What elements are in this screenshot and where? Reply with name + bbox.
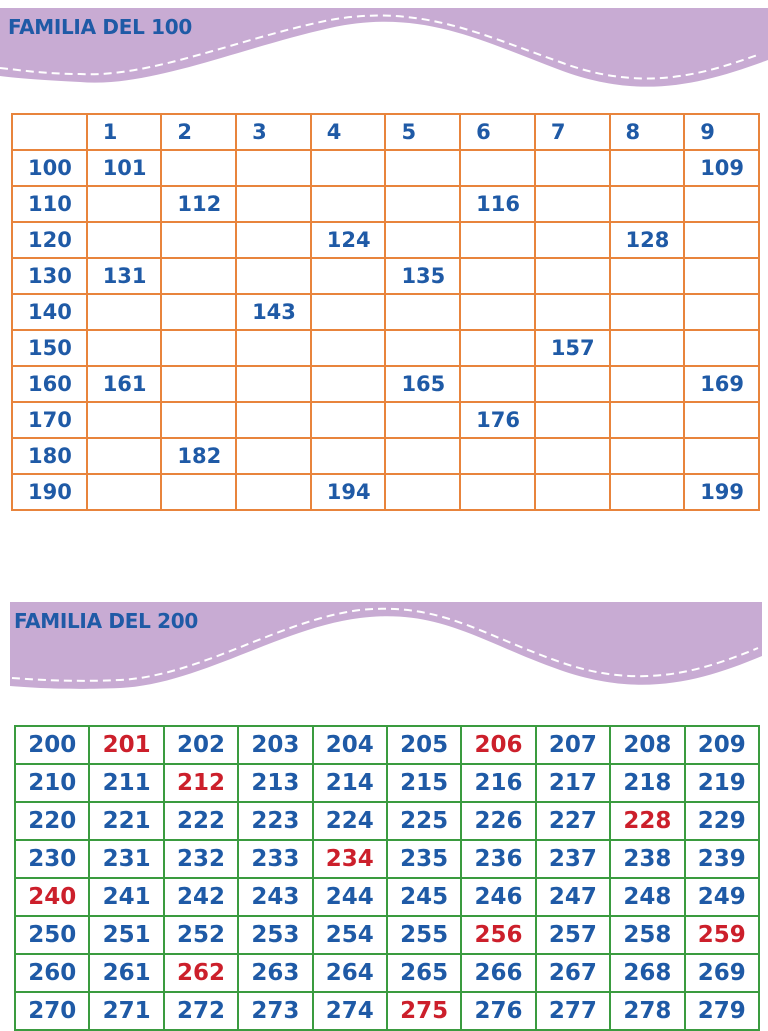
number-cell (385, 294, 460, 330)
number-cell (311, 258, 386, 294)
number-cell: 277 (536, 992, 610, 1030)
number-cell (535, 402, 610, 438)
number-cell (385, 222, 460, 258)
number-cell: 261 (89, 954, 163, 992)
number-cell: 124 (311, 222, 386, 258)
number-cell: 269 (685, 954, 759, 992)
number-cell: 255 (387, 916, 461, 954)
table-row (12, 258, 759, 294)
number-cell (535, 258, 610, 294)
number-cell (87, 438, 162, 474)
number-cell: 199 (684, 474, 759, 510)
number-cell (385, 150, 460, 186)
row-header-cell: 170 (12, 402, 87, 438)
number-cell (87, 474, 162, 510)
section-title: FAMILIA DEL 100 (8, 15, 193, 39)
number-cell: 231 (89, 840, 163, 878)
number-cell: 244 (313, 878, 387, 916)
number-cell: 219 (685, 764, 759, 802)
number-cell: 227 (536, 802, 610, 840)
table-row (12, 150, 759, 186)
column-header-cell: 8 (610, 114, 685, 150)
column-header-cell: 4 (311, 114, 386, 150)
number-cell (535, 474, 610, 510)
number-cell (460, 330, 535, 366)
number-cell: 268 (610, 954, 684, 992)
number-cell (460, 222, 535, 258)
number-cell: 229 (685, 802, 759, 840)
number-cell (236, 402, 311, 438)
header-row (12, 114, 759, 150)
number-cell (385, 474, 460, 510)
highlighted-number-cell: 201 (89, 726, 163, 764)
number-cell: 218 (610, 764, 684, 802)
number-cell: 215 (387, 764, 461, 802)
number-cell: 131 (87, 258, 162, 294)
number-cell (610, 294, 685, 330)
section-banner-100 (0, 0, 768, 100)
number-cell (311, 438, 386, 474)
section-title: FAMILIA DEL 200 (14, 609, 199, 633)
number-cell (460, 150, 535, 186)
row-header-cell: 180 (12, 438, 87, 474)
number-cell (610, 330, 685, 366)
column-header-cell: 3 (236, 114, 311, 150)
table-row (15, 916, 759, 954)
number-cell (236, 366, 311, 402)
table-row (12, 294, 759, 330)
number-cell: 128 (610, 222, 685, 258)
table-row (12, 402, 759, 438)
row-header-cell: 190 (12, 474, 87, 510)
number-cell (460, 474, 535, 510)
number-cell (684, 294, 759, 330)
number-cell (311, 294, 386, 330)
number-cell: 135 (385, 258, 460, 294)
number-cell: 233 (238, 840, 312, 878)
number-cell: 267 (536, 954, 610, 992)
column-header-cell: 9 (684, 114, 759, 150)
row-header-cell: 120 (12, 222, 87, 258)
number-cell: 211 (89, 764, 163, 802)
number-cell: 169 (684, 366, 759, 402)
number-cell: 207 (536, 726, 610, 764)
number-cell: 236 (461, 840, 535, 878)
number-cell: 235 (387, 840, 461, 878)
number-cell: 217 (536, 764, 610, 802)
number-cell: 274 (313, 992, 387, 1030)
table-row (15, 726, 759, 764)
number-cell (610, 474, 685, 510)
table-row (15, 764, 759, 802)
number-cell (236, 474, 311, 510)
number-cell: 230 (15, 840, 89, 878)
number-cell (236, 258, 311, 294)
highlighted-number-cell: 212 (164, 764, 238, 802)
number-cell (460, 438, 535, 474)
number-cell: 250 (15, 916, 89, 954)
number-cell (161, 402, 236, 438)
number-cell (87, 294, 162, 330)
number-cell (311, 402, 386, 438)
number-cell: 266 (461, 954, 535, 992)
highlighted-number-cell: 256 (461, 916, 535, 954)
number-cell (535, 222, 610, 258)
number-cell: 203 (238, 726, 312, 764)
number-cell: 222 (164, 802, 238, 840)
number-cell (311, 186, 386, 222)
number-cell: 176 (460, 402, 535, 438)
number-cell: 157 (535, 330, 610, 366)
number-cell (460, 258, 535, 294)
number-cell (236, 438, 311, 474)
number-cell (161, 330, 236, 366)
number-cell (311, 366, 386, 402)
row-header-cell: 100 (12, 150, 87, 186)
number-cell: 232 (164, 840, 238, 878)
table-row (15, 992, 759, 1030)
section-banner-200 (0, 598, 768, 698)
number-cell: 143 (236, 294, 311, 330)
number-cell (385, 186, 460, 222)
column-header-cell: 5 (385, 114, 460, 150)
number-cell (311, 330, 386, 366)
number-cell: 213 (238, 764, 312, 802)
number-cell (684, 330, 759, 366)
number-cell (535, 186, 610, 222)
number-cell (236, 330, 311, 366)
number-cell: 258 (610, 916, 684, 954)
number-cell: 109 (684, 150, 759, 186)
number-cell: 112 (161, 186, 236, 222)
table-row (15, 954, 759, 992)
column-header-cell (12, 114, 87, 150)
table-row (12, 186, 759, 222)
number-cell: 246 (461, 878, 535, 916)
highlighted-number-cell: 262 (164, 954, 238, 992)
number-cell (87, 222, 162, 258)
table-row (12, 330, 759, 366)
highlighted-number-cell: 206 (461, 726, 535, 764)
number-cell (684, 222, 759, 258)
number-cell: 276 (461, 992, 535, 1030)
number-cell (684, 186, 759, 222)
column-header-cell: 7 (535, 114, 610, 150)
number-cell: 239 (685, 840, 759, 878)
number-cell (684, 258, 759, 294)
number-cell (161, 366, 236, 402)
number-cell: 238 (610, 840, 684, 878)
number-cell (684, 438, 759, 474)
number-cell: 249 (685, 878, 759, 916)
column-header-cell: 2 (161, 114, 236, 150)
number-cell: 223 (238, 802, 312, 840)
number-cell: 221 (89, 802, 163, 840)
table-row (12, 438, 759, 474)
number-cell: 270 (15, 992, 89, 1030)
number-cell: 241 (89, 878, 163, 916)
number-cell (236, 222, 311, 258)
table-row (12, 222, 759, 258)
highlighted-number-cell: 240 (15, 878, 89, 916)
number-cell: 208 (610, 726, 684, 764)
row-header-cell: 160 (12, 366, 87, 402)
number-cell (610, 150, 685, 186)
number-cell (161, 222, 236, 258)
number-cell: 210 (15, 764, 89, 802)
number-cell (610, 366, 685, 402)
number-cell: 253 (238, 916, 312, 954)
number-cell: 251 (89, 916, 163, 954)
number-cell (87, 402, 162, 438)
number-cell (161, 258, 236, 294)
number-cell (311, 150, 386, 186)
highlighted-number-cell: 234 (313, 840, 387, 878)
row-header-cell: 110 (12, 186, 87, 222)
number-cell: 161 (87, 366, 162, 402)
number-cell (535, 438, 610, 474)
number-cell (535, 150, 610, 186)
number-cell (87, 186, 162, 222)
highlighted-number-cell: 228 (610, 802, 684, 840)
number-cell (385, 330, 460, 366)
number-cell: 224 (313, 802, 387, 840)
number-cell: 252 (164, 916, 238, 954)
number-cell: 116 (460, 186, 535, 222)
column-header-cell: 1 (87, 114, 162, 150)
number-cell (610, 438, 685, 474)
number-cell: 245 (387, 878, 461, 916)
number-cell (684, 402, 759, 438)
number-cell: 243 (238, 878, 312, 916)
column-header-cell: 6 (460, 114, 535, 150)
number-cell: 226 (461, 802, 535, 840)
number-cell (460, 294, 535, 330)
highlighted-number-cell: 275 (387, 992, 461, 1030)
number-cell (87, 330, 162, 366)
number-cell (161, 150, 236, 186)
two-hundreds-grid-table (14, 725, 760, 1031)
number-cell: 209 (685, 726, 759, 764)
number-cell: 247 (536, 878, 610, 916)
number-cell (161, 474, 236, 510)
number-cell: 225 (387, 802, 461, 840)
row-header-cell: 130 (12, 258, 87, 294)
number-cell: 182 (161, 438, 236, 474)
number-cell: 279 (685, 992, 759, 1030)
number-cell (385, 438, 460, 474)
number-cell (161, 294, 236, 330)
number-cell (535, 366, 610, 402)
number-cell: 204 (313, 726, 387, 764)
number-cell (385, 402, 460, 438)
number-cell (460, 366, 535, 402)
table-row (15, 840, 759, 878)
number-cell (610, 258, 685, 294)
number-cell: 101 (87, 150, 162, 186)
number-cell: 263 (238, 954, 312, 992)
highlighted-number-cell: 259 (685, 916, 759, 954)
number-cell (610, 186, 685, 222)
number-cell (535, 294, 610, 330)
number-cell (610, 402, 685, 438)
number-cell: 214 (313, 764, 387, 802)
number-cell: 194 (311, 474, 386, 510)
table-row (15, 878, 759, 916)
number-cell: 257 (536, 916, 610, 954)
table-row (12, 474, 759, 510)
number-cell: 278 (610, 992, 684, 1030)
number-cell (236, 186, 311, 222)
number-cell: 248 (610, 878, 684, 916)
number-cell: 202 (164, 726, 238, 764)
table-row (12, 366, 759, 402)
number-cell: 205 (387, 726, 461, 764)
hundreds-grid-table (11, 113, 760, 511)
number-cell: 271 (89, 992, 163, 1030)
number-cell: 260 (15, 954, 89, 992)
number-cell: 165 (385, 366, 460, 402)
number-cell: 273 (238, 992, 312, 1030)
number-cell: 254 (313, 916, 387, 954)
number-cell: 216 (461, 764, 535, 802)
number-cell: 272 (164, 992, 238, 1030)
number-cell: 220 (15, 802, 89, 840)
number-cell: 242 (164, 878, 238, 916)
number-cell: 264 (313, 954, 387, 992)
number-cell: 237 (536, 840, 610, 878)
number-cell (236, 150, 311, 186)
number-cell: 200 (15, 726, 89, 764)
row-header-cell: 150 (12, 330, 87, 366)
number-cell: 265 (387, 954, 461, 992)
table-row (15, 802, 759, 840)
row-header-cell: 140 (12, 294, 87, 330)
